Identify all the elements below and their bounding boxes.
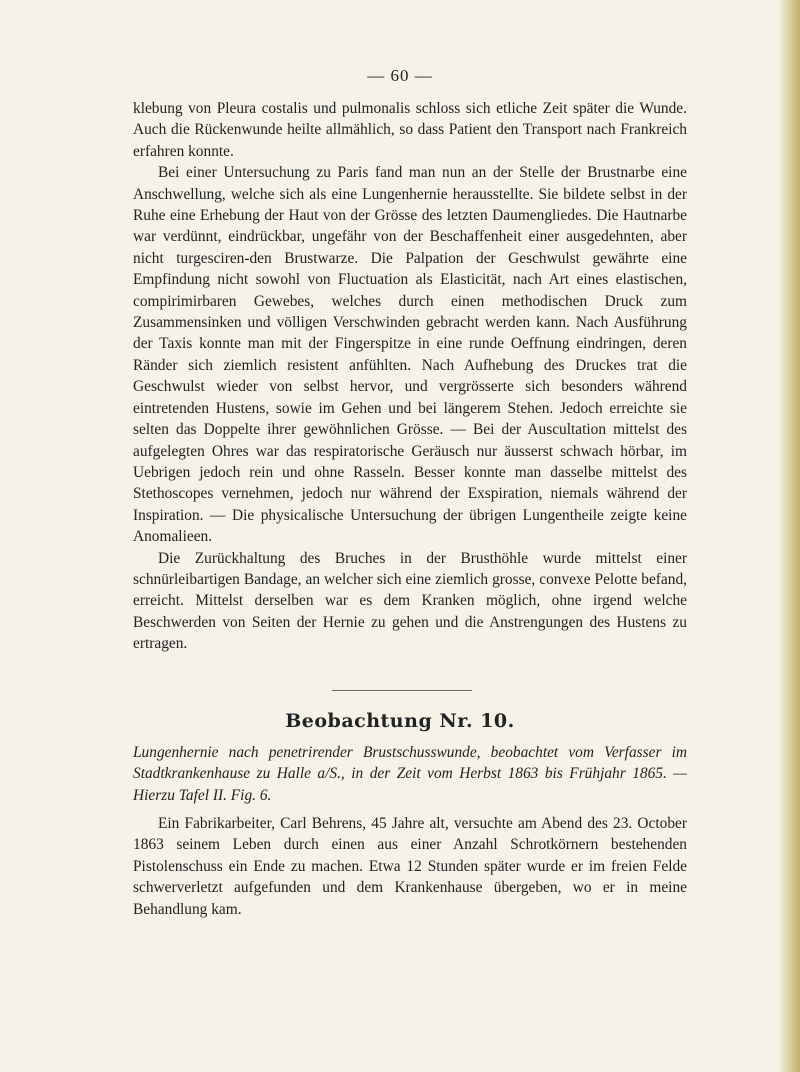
paragraph: Bei einer Untersuchung zu Paris fand man nun an der Stelle der Brustnarbe eine Anschwellung, welche sich als eine Lungenhernie herausstellte. Sie bildete selbst in der Ruhe eine Erhebung der Haut von der Grösse des letzten Daumengliedes. Die Hautnarbe war verdünnt, eindrückbar, ungefähr von der Beschaffenheit einer ausgedehnten, aber nicht turgesciren-den Brustwarze. Die Palpation der Geschwulst gewährte eine Empfindung nicht sowohl von Fluctuation als Elasticität, nach Art eines elastischen, compirimirbaren Gewebes, welches durch einen methodischen Druck zum Zusammensinken und völligen Verschwinden gebracht werden kann. Nach Ausführung der Taxis konnte man mit der Fingerspitze in eine runde Oeffnung eindringen, deren Ränder sich ziemlich resistent anfühlten. Nach Aufhebung des Druckes trat die Geschwulst wieder von selbst hervor, und vergrösserte sich besonders während eintretenden Hustens, sowie im Gehen und bei längerem Stehen. Jedoch erreichte sie selten das Doppelte ihrer gewöhnlichen Grösse. — Bei der Auscultation mittelst des aufgelegten Ohres war das respiratorische Geräusch nur äusserst schwach hörbar, im Uebrigen jedoch rein und ohne Rasseln. Besser konnte man dasselbe mittelst des Stethoscopes vernehmen, jedoch nur während der Exspiration, niemals während der Inspiration. — Die physicalische Untersuchung der übrigen Lungentheile zeigte keine Anomalieen. [133,164,687,546]
paragraph: Ein Fabrikarbeiter, Carl Behrens, 45 Jahre alt, versuchte am Abend des 23. October 1863 seinem Leben durch einen aus einer Anzahl Schrotkörnern bestehenden Pistolenschuss ein Ende zu machen. Etwa 12 Stunden später wurde er im freien Felde schwerverletzt aufgefunden und dem Krankenhause übergeben, wo er in meine Behandlung kam. [133,815,687,918]
section-divider [332,690,472,691]
page-edge [778,0,800,1072]
page-number: — 60 — [367,66,433,85]
paragraph: Die Zurückhaltung des Bruches in der Brusthöhle wurde mittelst einer schnürleibartigen Bandage, an welcher sich eine ziemlich grosse, convexe Pelotte befand, erreicht. Mittelst derselben war es dem Kranken möglich, ohne irgend welche Beschwerden von Seiten der Hernie zu gehen und die Anstrengungen des Hustens zu ertragen. [133,549,687,653]
text-block-top [133,98,687,655]
section-heading: Beobachtung Nr. 10. [285,710,515,732]
paragraph: klebung von Pleura costalis und pulmonalis schloss sich etliche Zeit später die Wunde. Auch die Rückenwunde heilte allmählich, so dass Patient den Transport nach Frankreich erfahren konnte. [133,100,687,160]
text-block-bottom [133,813,687,920]
section-subtitle: Lungenhernie nach penetrirender Brustschusswunde, beobachtet vom Verfasser im Stadtkrankenhause zu Halle a/S., in der Zeit vom Herbst 1863 bis Frühjahr 1865. — Hierzu Tafel II. Fig. 6. [133,744,687,804]
